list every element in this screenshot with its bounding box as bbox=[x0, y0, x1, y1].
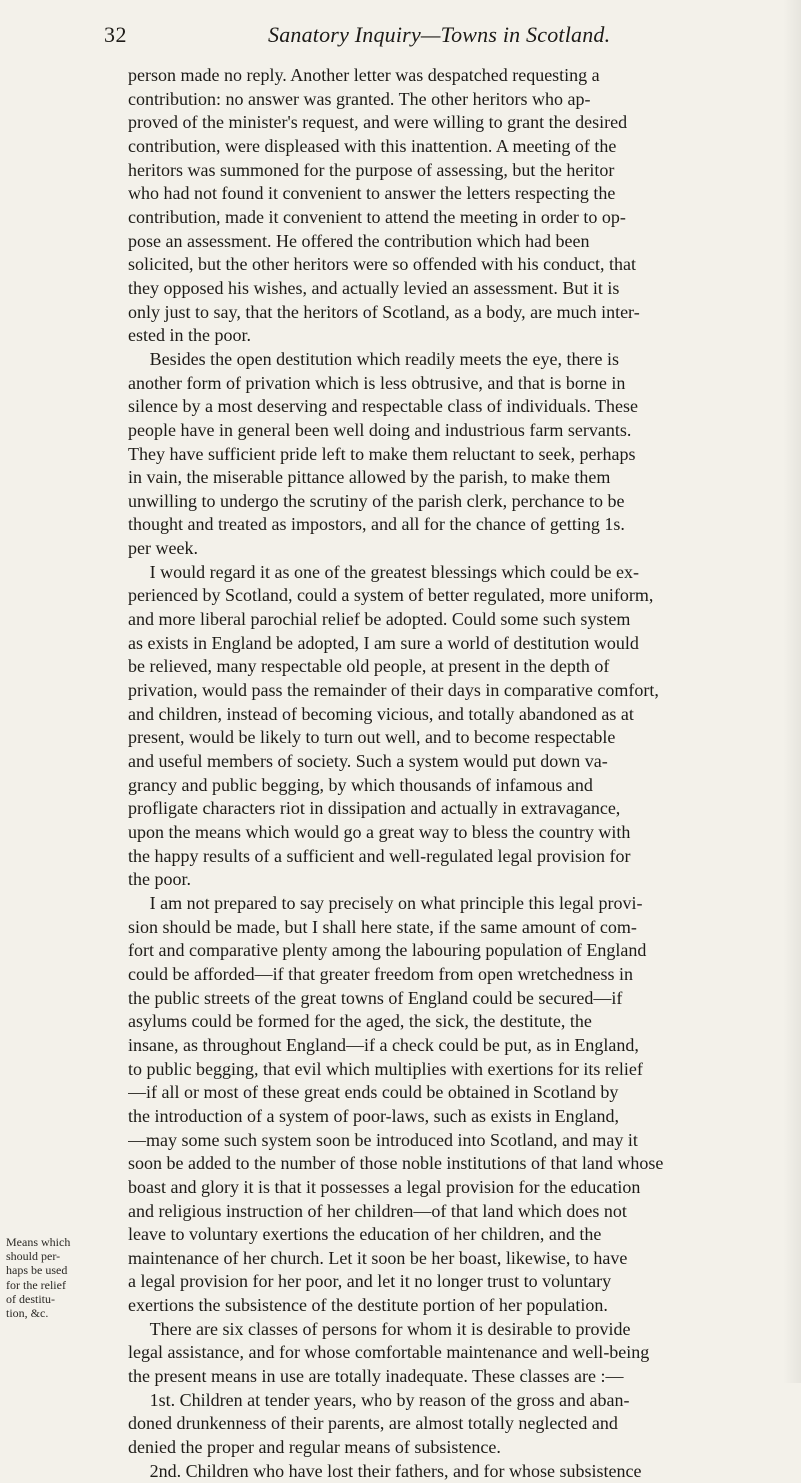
text-line: per week. bbox=[128, 538, 198, 559]
text-line: proved of the minister's request, and were willing to grant the desired bbox=[128, 112, 628, 133]
paragraph bbox=[128, 1460, 772, 1483]
text-line: the present means in use are totally inadequate. These classes are :— bbox=[128, 1366, 624, 1387]
text-line: they opposed his wishes, and actually levied an assessment. But it is bbox=[128, 277, 620, 298]
text-line: insane, as throughout England—if a check could be put, as in England, bbox=[128, 1034, 639, 1055]
text-line: contribution, made it convenient to attend the meeting in order to op- bbox=[128, 206, 626, 227]
text-line: ested in the poor. bbox=[128, 325, 251, 346]
text-line: boast and glory it is that it possesses a legal provision for the education bbox=[128, 1176, 641, 1197]
text-line: and religious instruction of her children—of that land which does not bbox=[128, 1200, 627, 1221]
text-line: present, would be likely to turn out well, and to become respectable bbox=[128, 727, 616, 748]
text-line: 2nd. Children who have lost their fathers, and for whose subsistence bbox=[149, 1460, 642, 1481]
text-line: perienced by Scotland, could a system of better regulated, more uniform, bbox=[128, 585, 654, 606]
margin-note-line: of destitu- bbox=[6, 1291, 55, 1306]
text-line: could be afforded—if that greater freedom from open wretchedness in bbox=[128, 963, 633, 984]
running-title: Sanatory Inquiry—Towns in Scotland. bbox=[268, 22, 611, 47]
text-line: leave to voluntary exertions the education of her children, and the bbox=[128, 1224, 602, 1245]
text-line: in vain, the miserable pittance allowed by the parish, to make them bbox=[128, 467, 611, 488]
margin-note-line: Means which bbox=[6, 1235, 71, 1249]
text-line: as exists in England be adopted, I am sure a world of destitution would bbox=[128, 632, 639, 653]
text-line: the introduction of a system of poor-laws, such as exists in England, bbox=[128, 1105, 620, 1126]
text-line: who had not found it convenient to answer the letters respecting the bbox=[128, 183, 616, 204]
text-line: silence by a most deserving and respectable class of individuals. These bbox=[128, 396, 639, 417]
text-line: upon the means which would go a great way to bless the country with bbox=[128, 822, 631, 842]
paragraph bbox=[128, 561, 772, 892]
text-line: Besides the open destitution which readily meets the eye, there is bbox=[149, 348, 619, 369]
text-line: soon be added to the number of those noble institutions of that land whose bbox=[128, 1153, 664, 1174]
margin-note-line: tion, &c. bbox=[6, 1306, 49, 1321]
text-line: the public streets of the great towns of England could be secured—if bbox=[128, 987, 623, 1008]
text-line: I would regard it as one of the greatest blessings which could be ex- bbox=[149, 561, 639, 582]
text-line: doned drunkenness of their parents, are almost totally neglected and bbox=[128, 1413, 618, 1434]
text-line: the happy results of a sufficient and well-regulated legal provision for bbox=[128, 845, 631, 866]
text-line: solicited, but the other heritors were so offended with his conduct, that bbox=[128, 254, 637, 275]
text-line: people have in general been well doing and industrious farm servants. bbox=[128, 419, 632, 440]
paragraph bbox=[128, 64, 772, 348]
margin-note bbox=[6, 1235, 98, 1320]
text-line: contribution, were displeased with this inattention. A meeting of the bbox=[128, 135, 617, 156]
text-line: and children, instead of becoming vicious, and totally abandoned as at bbox=[128, 703, 634, 724]
text-line: grancy and public begging, by which thousands of infamous and bbox=[128, 774, 593, 795]
text-line: exertions the subsistence of the destitute portion of her population. bbox=[128, 1295, 608, 1316]
text-line: a legal provision for her poor, and let it no longer trust to voluntary bbox=[128, 1271, 612, 1292]
text-line: and useful members of society. Such a system would put down va- bbox=[128, 751, 608, 772]
text-line: thought and treated as impostors, and all for the chance of getting 1s. bbox=[128, 514, 625, 535]
text-line: maintenance of her church. Let it soon be her boast, likewise, to have bbox=[128, 1247, 628, 1268]
page-header bbox=[104, 22, 794, 58]
paragraph bbox=[128, 1389, 772, 1460]
text-line: pose an assessment. He offered the contribution which had been bbox=[128, 230, 590, 251]
text-line: the poor. bbox=[128, 869, 191, 890]
body-text bbox=[128, 64, 772, 1483]
paragraph bbox=[128, 892, 772, 1318]
text-line: and more liberal parochial relief be adopted. Could some such system bbox=[128, 609, 631, 630]
text-line: only just to say, that the heritors of Scotland, as a body, are much inter- bbox=[128, 301, 640, 322]
margin-note-line: should per- bbox=[6, 1249, 61, 1264]
text-line: heritors was summoned for the purpose of assessing, but the heritor bbox=[128, 159, 615, 180]
text-line: fort and comparative plenty among the labouring population of England bbox=[128, 940, 647, 961]
margin-note-line: haps be used bbox=[6, 1263, 68, 1278]
margin-note-line: for the relief bbox=[6, 1277, 66, 1292]
text-line: person made no reply. Another letter was despatched requesting a bbox=[128, 65, 600, 85]
text-line: I am not prepared to say precisely on what principle this legal provi- bbox=[149, 892, 643, 913]
page-number: 32 bbox=[104, 22, 127, 47]
text-line: another form of privation which is less obtrusive, and that is borne in bbox=[128, 372, 626, 393]
paragraph bbox=[128, 1318, 772, 1389]
text-line: contribution: no answer was granted. The other heritors who ap- bbox=[128, 88, 591, 109]
text-line: They have sufficient pride left to make them reluctant to seek, perhaps bbox=[128, 443, 636, 464]
paragraph bbox=[128, 348, 772, 561]
page-edge-shadow bbox=[783, 0, 801, 1383]
text-line: be relieved, many respectable old people, at present in the depth of bbox=[128, 656, 610, 677]
text-line: —if all or most of these great ends could be obtained in Scotland by bbox=[128, 1082, 619, 1103]
text-line: denied the proper and regular means of subsistence. bbox=[128, 1437, 501, 1458]
text-line: privation, would pass the remainder of their days in comparative comfort, bbox=[128, 680, 659, 701]
text-line: profligate characters riot in dissipation and actually in extravagance, bbox=[128, 798, 621, 819]
text-line: legal assistance, and for whose comfortable maintenance and well-being bbox=[128, 1342, 650, 1363]
text-line: There are six classes of persons for whom it is desirable to provide bbox=[149, 1318, 631, 1339]
text-line: asylums could be formed for the aged, the sick, the destitute, the bbox=[128, 1011, 592, 1032]
text-line: to public begging, that evil which multiplies with exertions for its relief bbox=[128, 1058, 643, 1079]
text-line: sion should be made, but I shall here state, if the same amount of com- bbox=[128, 916, 637, 937]
text-line: —may some such system soon be introduced into Scotland, and may it bbox=[128, 1129, 638, 1150]
text-line: 1st. Children at tender years, who by reason of the gross and aban- bbox=[149, 1389, 630, 1410]
text-line: unwilling to undergo the scrutiny of the parish clerk, perchance to be bbox=[128, 490, 625, 511]
